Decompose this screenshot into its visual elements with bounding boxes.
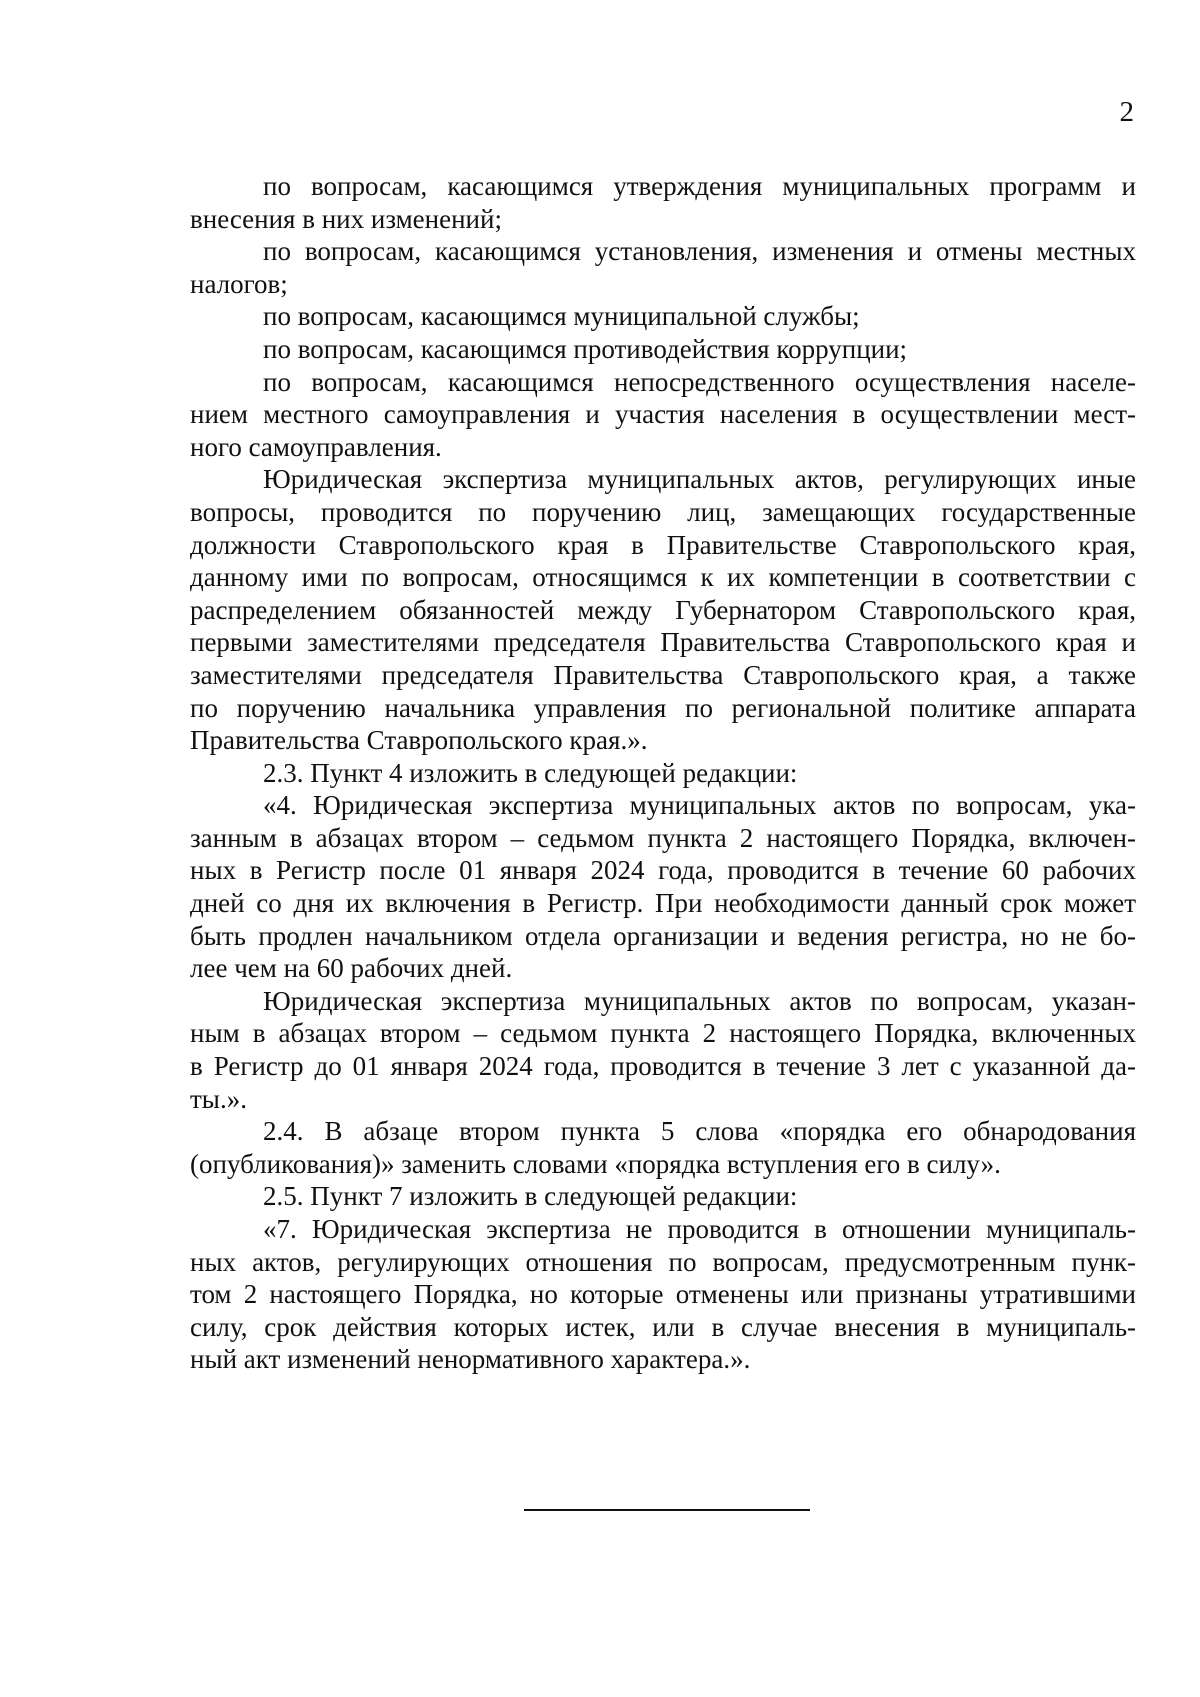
text-line: по поручению начальника управления по региональной политике аппарата: [190, 692, 1136, 723]
text-line: силу, срок действия которых истек, или в случае внесения в муниципаль-: [190, 1311, 1136, 1342]
text-line: ных в Регистр после 01 января 2024 года, проводится в течение 60 рабочих: [190, 855, 1136, 886]
text-line: по вопросам, касающимся установления, изменения и отмены местных: [263, 236, 1136, 267]
text-line: в Регистр до 01 января 2024 года, проводится в течение 3 лет с указанной да-: [190, 1051, 1136, 1082]
text-line: «7. Юридическая экспертиза не проводится в отношении муниципаль-: [263, 1214, 1136, 1244]
text-line: быть продлен начальником отдела организации и ведения регистра, но не бо-: [190, 920, 1136, 951]
page-number: 2: [1119, 96, 1134, 128]
text-line: занным в абзацах втором – седьмом пункта 2 настоящего Порядка, включен-: [190, 822, 1136, 853]
text-line: ных актов, регулирующих отношения по вопросам, предусмотренным пунк-: [190, 1246, 1136, 1277]
text-line: вопросы, проводится по поручению лиц, замещающих государственные: [190, 496, 1136, 527]
document-body: [190, 170, 1136, 1376]
text-line: 2.3. Пункт 4 изложить в следующей редакции:: [263, 757, 798, 788]
text-line: дней со дня их включения в Регистр. При необходимости данный срок может: [190, 888, 1136, 919]
text-line: заместителями председателя Правительства Ставропольского края, а также: [190, 659, 1136, 690]
text-line: 2.5. Пункт 7 изложить в следующей редакции:: [263, 1181, 798, 1212]
text-line: Юридическая экспертиза муниципальных актов по вопросам, указан-: [263, 985, 1136, 1016]
text-line: должности Ставропольского края в Правительстве Ставропольского края,: [190, 529, 1136, 560]
text-line: Юридическая экспертиза муниципальных актов, регулирующих иные: [263, 464, 1136, 495]
text-line: ный акт изменений ненормативного характера.».: [190, 1344, 751, 1375]
text-line: распределением обязанностей между Губернатором Ставропольского края,: [190, 594, 1136, 625]
text-line: по вопросам, касающимся противодействия коррупции;: [263, 333, 908, 364]
text-line: внесения в них изменений;: [190, 203, 502, 234]
text-line: ным в абзацах втором – седьмом пункта 2 настоящего Порядка, включенных: [190, 1018, 1136, 1049]
text-line: налогов;: [190, 268, 288, 299]
text-line: ты.».: [190, 1083, 247, 1114]
text-line: (опубликования)» заменить словами «порядка вступления его в силу».: [190, 1148, 1001, 1179]
text-line: по вопросам, касающимся муниципальной службы;: [263, 301, 860, 332]
text-line: по вопросам, касающимся утверждения муниципальных программ и: [263, 171, 1136, 201]
text-line: том 2 настоящего Порядка, но которые отменены или признаны утратившими: [190, 1279, 1136, 1310]
text-line: по вопросам, касающимся непосредственного осуществления населе-: [263, 366, 1136, 397]
text-line: первыми заместителями председателя Правительства Ставропольского края и: [190, 627, 1136, 658]
end-of-text-rule: [524, 1509, 810, 1511]
text-line: нием местного самоуправления и участия населения в осуществлении мест-: [190, 399, 1136, 430]
text-line: Правительства Ставропольского края.».: [190, 725, 648, 756]
text-line: лее чем на 60 рабочих дней.: [190, 953, 513, 984]
text-line: 2.4. В абзаце втором пункта 5 слова «порядка его обнародования: [263, 1116, 1136, 1147]
text-line: ного самоуправления.: [190, 431, 442, 462]
text-line: «4. Юридическая экспертиза муниципальных актов по вопросам, ука-: [263, 790, 1136, 821]
text-line: данному ими по вопросам, относящимся к их компетенции в соответствии с: [190, 562, 1136, 593]
